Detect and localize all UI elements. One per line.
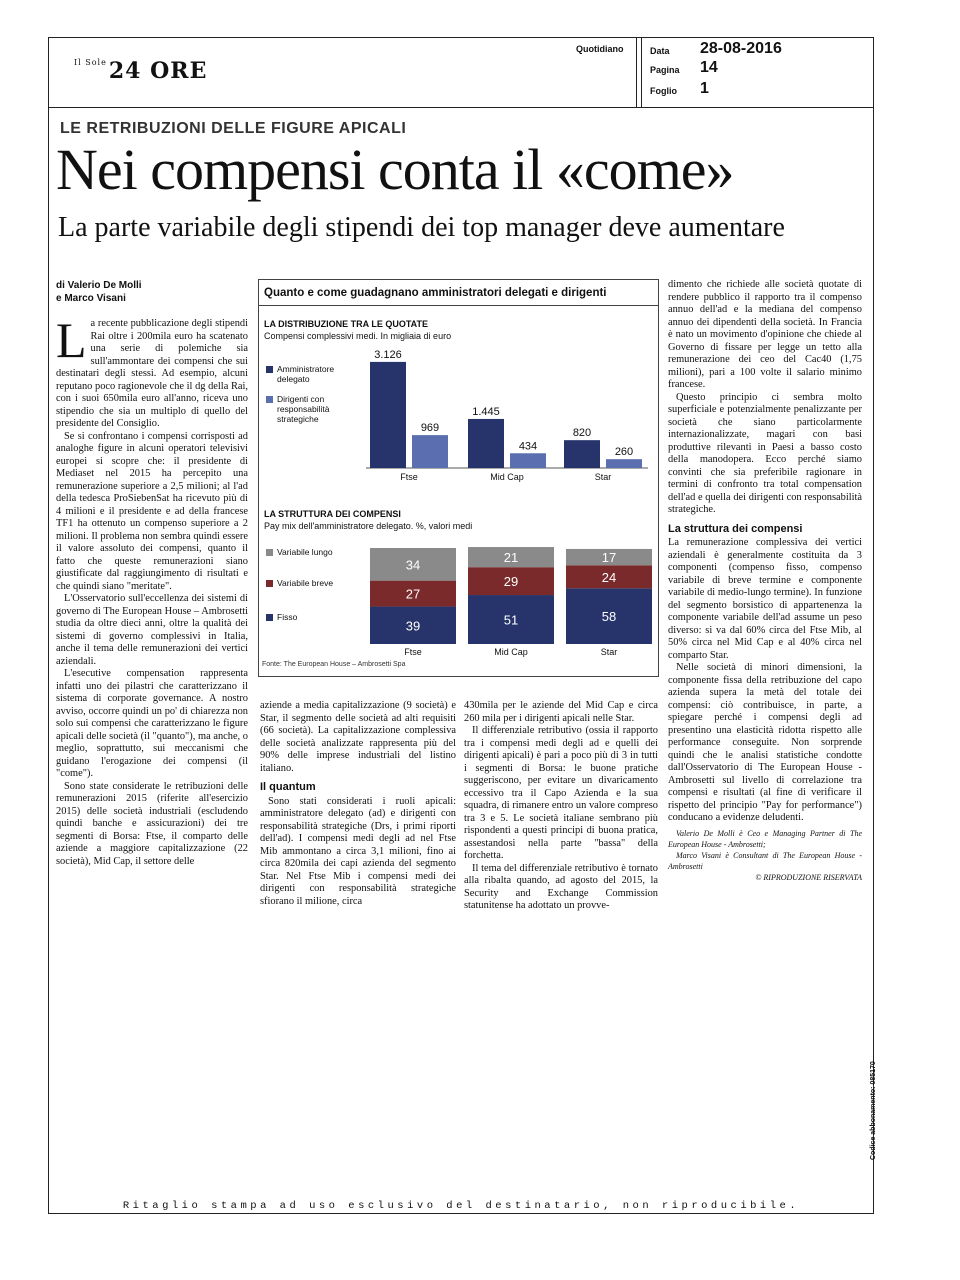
drop-cap: L <box>56 312 87 368</box>
section-heading: La struttura dei compensi <box>668 522 803 535</box>
article-column-2 <box>260 700 456 908</box>
copyright-note: © RIPRODUZIONE RISERVATA <box>755 872 862 882</box>
chart2-segment-label: 58 <box>601 609 617 625</box>
author-credit: Marco Visani è Consultant di The European House - Ambrosetti <box>668 850 862 871</box>
chart1-bars <box>258 340 659 490</box>
paragraph: Sono stati considerati i ruoli apicali: amministratore delegato (ad) e dirigenti con responsabilità strategiche (Drs, i primi riporti dell'ad). I compensi medi degli ad nel Ftse Mib ammontano a circa 3,1 milioni, fino ai circa 820mila dei capi azienda del segmento Star. Nel Ftse Mib i compensi medi dei dirigenti con responsabilità strategiche sfiorano il milione, circa <box>260 795 456 907</box>
paragraph: La remunerazione complessiva dei vertici aziendali è generalmente costituita da 3 componenti (compenso fisso, compenso variabile di breve termine e componente variabile di medio-lungo termine). In funzione del segmento borsistico di appartenenza la componente variabile dell'ad assume un peso diverso: si va dal 60% circa del Ftse Mib, al 50% circa nel Mid Cap e al 40% circa nel comparto Star. <box>668 537 862 661</box>
chart2-category-label: Star <box>600 647 618 657</box>
chart1-bar <box>412 435 448 468</box>
chart1-category-label: Star <box>594 472 612 482</box>
chart2-subtitle: Pay mix dell'amministratore delegato. %, valori medi <box>264 521 473 531</box>
date-value: 28-08-2016 <box>700 40 782 57</box>
paragraph: Il differenziale retributivo (ossia il rapporto tra i compensi medi degli ad e quelli dei dirigenti apicali) è pari a poco più di 3 in tutti i segmenti di Borsa: le buone pratiche suggeriscono, per evitare un divaricamento eccessivo tra il Capo Azienda e la sua squadra, di rimanere entro un valore compreso tra 3 e 5. Le società italiane sembrano più rispondenti a questi principi di buona pratica, assestandosi nella parte "bassa" della forchetta. <box>464 725 658 861</box>
legend-label-long: Variabile lungo <box>277 547 333 557</box>
legend-label-ad: Amministratore delegato <box>277 364 335 384</box>
paragraph: L'Osservatorio sull'eccellenza dei sistemi di governo di The European House – Ambrosetti studia da oltre dieci anni, oltre la qualità dei sistemi di governo complessivi in Italia, anche il tema delle remunerazioni dei vertici aziendali. <box>56 593 248 667</box>
paragraph-text: a recente pubblicazione degli stipendi Rai oltre i 200mila euro ha scatenato una serie di polemiche sia sull'ammontare dei compensi che sui destinatari degli stessi. Ad esempio, alcuni reputano poco ragionevole che il dg della Rai, con i suoi 650mila euro all'anno, riceva uno stipendio che sia un multiplo di quello del presidente del Consiglio. <box>56 318 248 429</box>
chart1-value-label: 434 <box>518 440 538 453</box>
chart1-bar <box>510 453 546 468</box>
chart1-category-label: Mid Cap <box>490 472 524 482</box>
paragraph <box>56 312 248 431</box>
chart2-segment-label: 39 <box>405 618 421 634</box>
article-column-4 <box>668 279 862 883</box>
paragraph: dimento che richiede alle società quotate di rendere pubblico il rapporto tra il compenso annuo dell'ad e la mediana del compenso annuo dei dipendenti della società. In Francia è nato un movimento d'opinione che chiede al Governo di fissare per legge un tetto alla remunerazione dei ceo del Cac40 (1,75 milioni), pari a 100 volte il salario minimo francese. <box>668 279 862 390</box>
chart1-value-label: 260 <box>614 446 634 459</box>
legend-label-drs: Dirigenti con responsabilità strategiche <box>277 394 330 424</box>
sheet-value: 1 <box>700 80 709 97</box>
byline-author-2: e Marco Visani <box>56 293 126 304</box>
chart1-bar <box>370 362 406 468</box>
chart1-category-label: Ftse <box>400 472 418 482</box>
footer-disclaimer: Ritaglio stampa ad uso esclusivo del destinatario, non riproducibile. <box>122 1200 800 1212</box>
chart-source: Fonte: The European House – Ambrosetti Spa <box>262 661 406 668</box>
legend-label-fixed: Fisso <box>277 612 298 622</box>
date-label: Data <box>650 46 670 56</box>
chart2-segment-label: 51 <box>503 612 519 628</box>
paragraph: Nelle società di minori dimensioni, la componente fissa della retribuzione del capo azienda supera la metà del totale dei compensi: ciò contribuisce, in parte, a spiegare perché i compensi degli ad presentino una elasticità ridotta rispetto alle performance conseguite. Non sorprende quindi che le analisi statistiche condotte dall'Osservatorio di The European House - Ambrosetti sul livello di correlazione tra compensi e risultati (al fine di verificare il rispetto del principio "Pay for performance") conducano a evidenze deludenti. <box>668 662 862 823</box>
chart2-segment-label: 34 <box>405 557 421 573</box>
chart1-bar <box>564 440 600 468</box>
chart2-segment-label: 29 <box>503 574 519 590</box>
header-separator <box>636 37 637 108</box>
paragraph: Se si confrontano i compensi corrisposti ad analoghe figure in alcuni operatori televisivi europei si scopre che: il presidente di Mediaset nel 2015 ha percepito una remunerazione superiore a 2,5 milioni; al l'ad della tedesca ProSiebenSat ha ricevuto più di 4 milioni e il presidente e ad della francese TF1 ha ottenuto un compenso superiore a 2 milioni. Il problema non sembra quindi essere il valore assoluto dei compensi, quanto il fatto che queste remunerazioni siano giustificate dal raggiungimento di risultati e che quindi siano "meritate". <box>56 430 248 592</box>
byline-author-1: di Valerio De Molli <box>56 280 142 291</box>
chart1-value-label: 1.445 <box>472 405 500 418</box>
chart1-bar <box>606 459 642 468</box>
chart2-title: LA STRUTTURA DEI COMPENSI <box>264 509 401 519</box>
chart1-value-label: 969 <box>420 422 440 435</box>
chart2-segment-label: 24 <box>601 569 617 585</box>
page-label: Pagina <box>650 65 680 75</box>
headline: Nei compensi conta il «come» <box>56 137 734 202</box>
infographic-title: Quanto e come guadagnano amministratori delegati e dirigenti <box>264 287 607 299</box>
chart2-category-label: Mid Cap <box>494 647 528 657</box>
chart1-subtitle: Compensi complessivi medi. In migliaia di euro <box>264 331 452 341</box>
chart1-value-label: 3.126 <box>374 348 402 361</box>
article-column-3 <box>464 700 658 913</box>
chart2-segment-label: 21 <box>503 550 519 566</box>
author-credit: Valerio De Molli è Ceo e Managing Partner di The European House - Ambrosetti; <box>668 828 862 849</box>
chart2-segment-label: 17 <box>601 550 617 566</box>
chart2-bars <box>258 540 659 660</box>
chart1-value-label: 820 <box>572 427 592 440</box>
byline <box>56 279 142 305</box>
section-heading: Il quantum <box>260 781 316 793</box>
masthead-name: 24 ORE <box>108 58 208 84</box>
legend-label-short: Variabile breve <box>277 578 334 588</box>
paragraph: L'esecutive compensation rappresenta infatti uno dei pilastri che caratterizzano il sistema di corporate governance. A nostro avviso, occorre quindi un po' di chiarezza non solo sui compensi che caratterizzano le figure apicali delle società (il "quanto"), ma anche, o meglio, soprattutto, sui meccanismi che guidano l'erogazione dei compensi (il "come"). <box>56 668 248 779</box>
paragraph: Sono state considerate le retribuzioni delle remunerazioni 2015 (riferite all'esercizio 2015) delle società industriali (escludendo quindi banche e assicurazioni) dei tre segmenti di Borsa: Ftse, il comparto delle aziende a maggiore capitalizzazione (22 società), Mid Cap, il settore delle <box>56 780 248 867</box>
header-divider <box>48 107 874 108</box>
publication-type: Quotidiano <box>576 44 624 54</box>
infographic-title-rule <box>258 305 659 306</box>
header-separator-2 <box>641 37 642 108</box>
paragraph: Il tema del differenziale retributivo è tornato alla ribalta quando, ad agosto del 2015, la Security and Exchange Commission statunitense ha adottato un provve- <box>464 862 658 911</box>
paragraph: 430mila per le aziende del Mid Cap e circa 260 mila per i dirigenti apicali nelle Star. <box>464 700 658 724</box>
article-column-1 <box>56 312 248 868</box>
paragraph: aziende a media capitalizzazione (9 società) e Star, il segmento delle società ad alti requisiti (66 società). La capitalizzazione complessiva delle società analizzate rappresenta più del 90% delle imprese industriali del listino italiano. <box>260 700 456 774</box>
masthead-pre: Il Sole <box>74 58 107 67</box>
chart2-category-label: Ftse <box>404 647 422 657</box>
chart2-segment-label: 27 <box>405 586 421 602</box>
masthead <box>74 58 207 84</box>
kicker: LE RETRIBUZIONI DELLE FIGURE APICALI <box>60 120 407 137</box>
page-value: 14 <box>700 59 718 76</box>
chart1-title: LA DISTRIBUZIONE TRA LE QUOTATE <box>264 319 428 329</box>
subheadline: La parte variabile degli stipendi dei top manager deve aumentare <box>58 212 785 243</box>
subscription-code: Codice abbonamento: 085170 <box>870 1061 877 1160</box>
paragraph: Questo principio ci sembra molto superficiale e potenzialmente penalizzante per società che siano particolarmente internazionalizzate, magari con basi produttive rilevanti in Paesi a basso costo della manodopera. Ecco perché siamo convinti che sia preferibile ragionare in termini di confronto tra total compensation dell'ad e quella dei dirigenti con responsabilità strategiche. <box>668 391 862 515</box>
chart1-bar <box>468 419 504 468</box>
sheet-label: Foglio <box>650 86 677 96</box>
